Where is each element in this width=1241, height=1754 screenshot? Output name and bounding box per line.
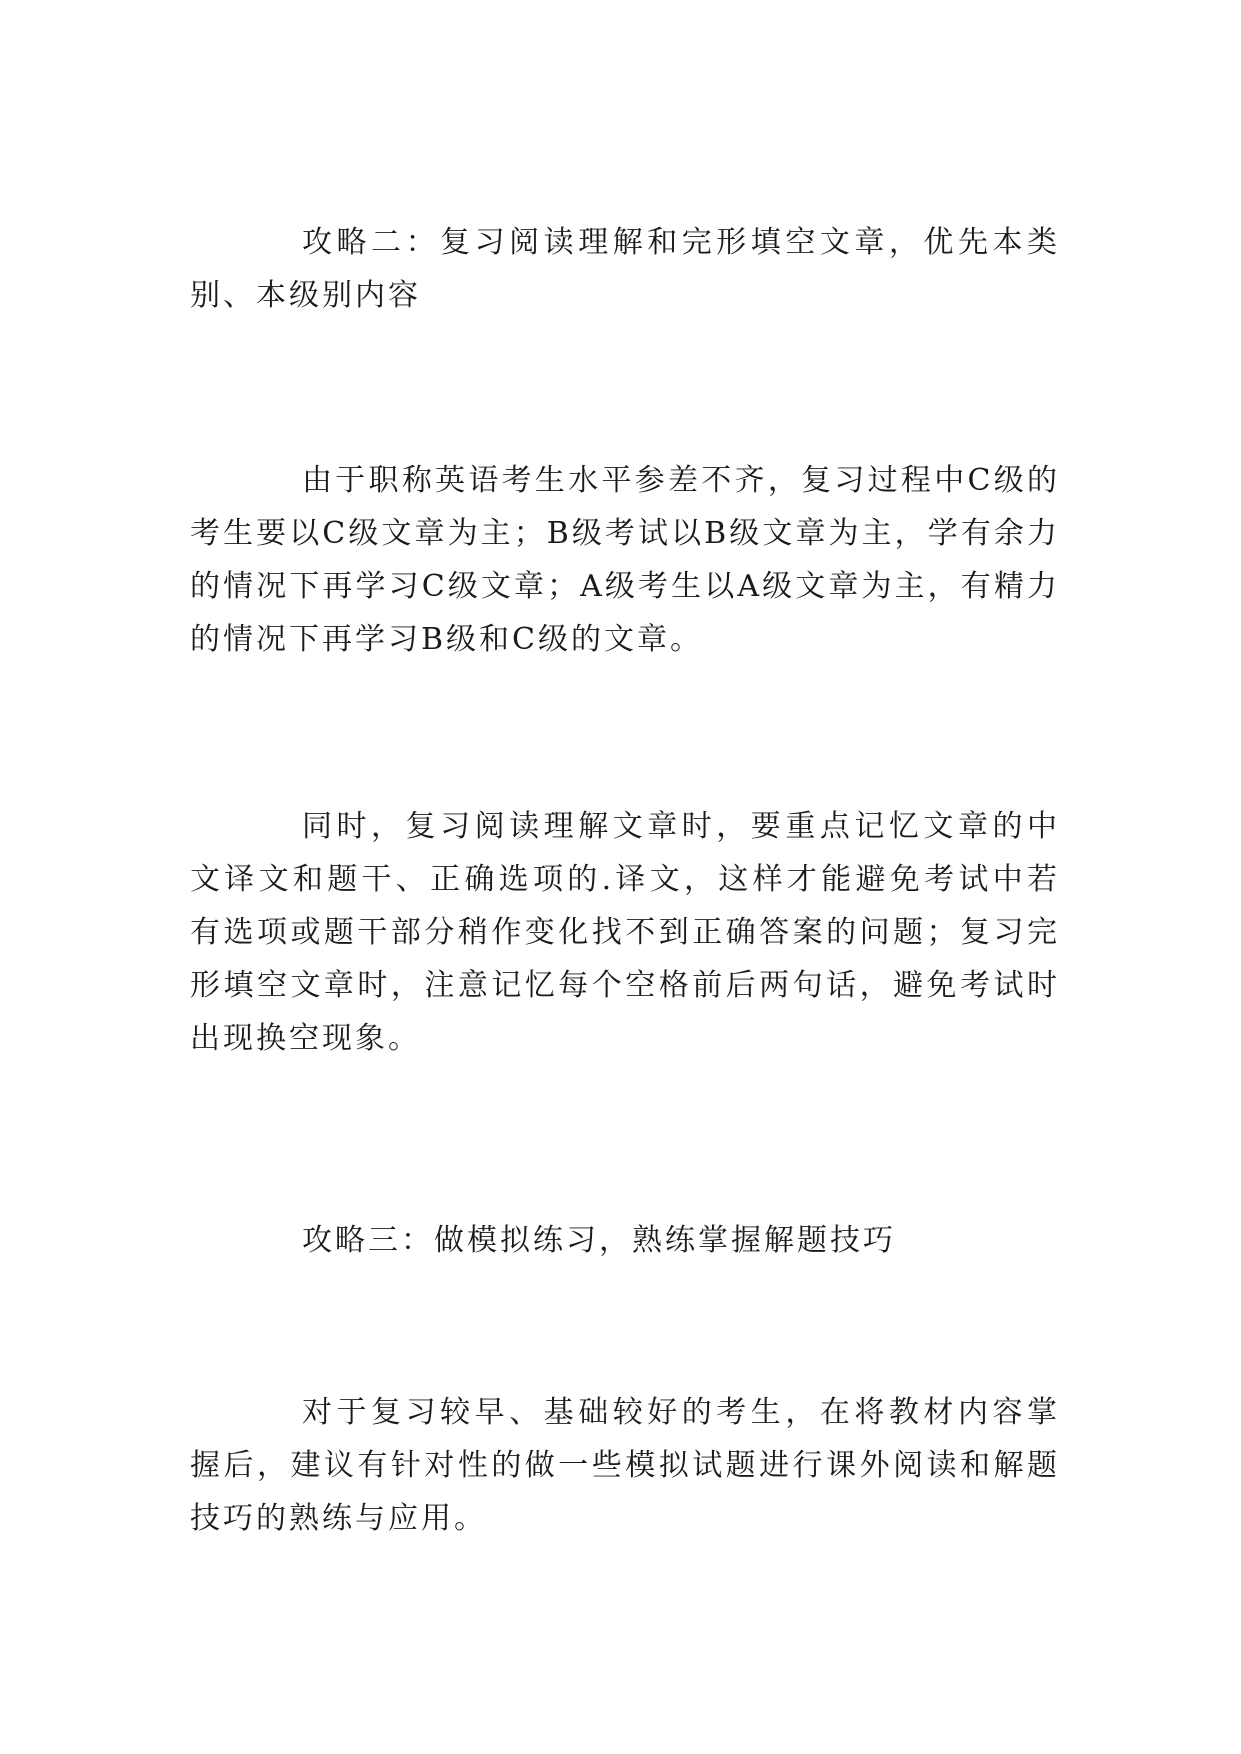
section-heading-strategy-three: 攻略三：做模拟练习，熟练掌握解题技巧 xyxy=(302,1223,896,1258)
body-paragraph-practice: 对于复习较早、基础较好的考生，在将教材内容掌握后，建议有针对性的做一些模拟试题进行课外阅读和解题技巧的熟练与应用。 xyxy=(190,1395,1060,1536)
section-heading-strategy-two: 攻略二：复习阅读理解和完形填空文章，优先本类别、本级别内容 xyxy=(190,225,1060,313)
body-paragraph-memorization: 同时，复习阅读理解文章时，要重点记忆文章的中文译文和题干、正确选项的.译文，这样才能避免考试中若有选项或题干部分稍作变化找不到正确答案的问题；复习完形填空文章时，注意记忆每个空格前后两句话，避免考试时出现换空现象。 xyxy=(190,809,1060,1056)
body-paragraph-levels: 由于职称英语考生水平参差不齐，复习过程中C级的考生要以C级文章为主；B级考试以B级文章为主，学有余力的情况下再学习C级文章；A级考生以A级文章为主，有精力的情况下再学习B级和C级的文章。 xyxy=(190,463,1060,657)
